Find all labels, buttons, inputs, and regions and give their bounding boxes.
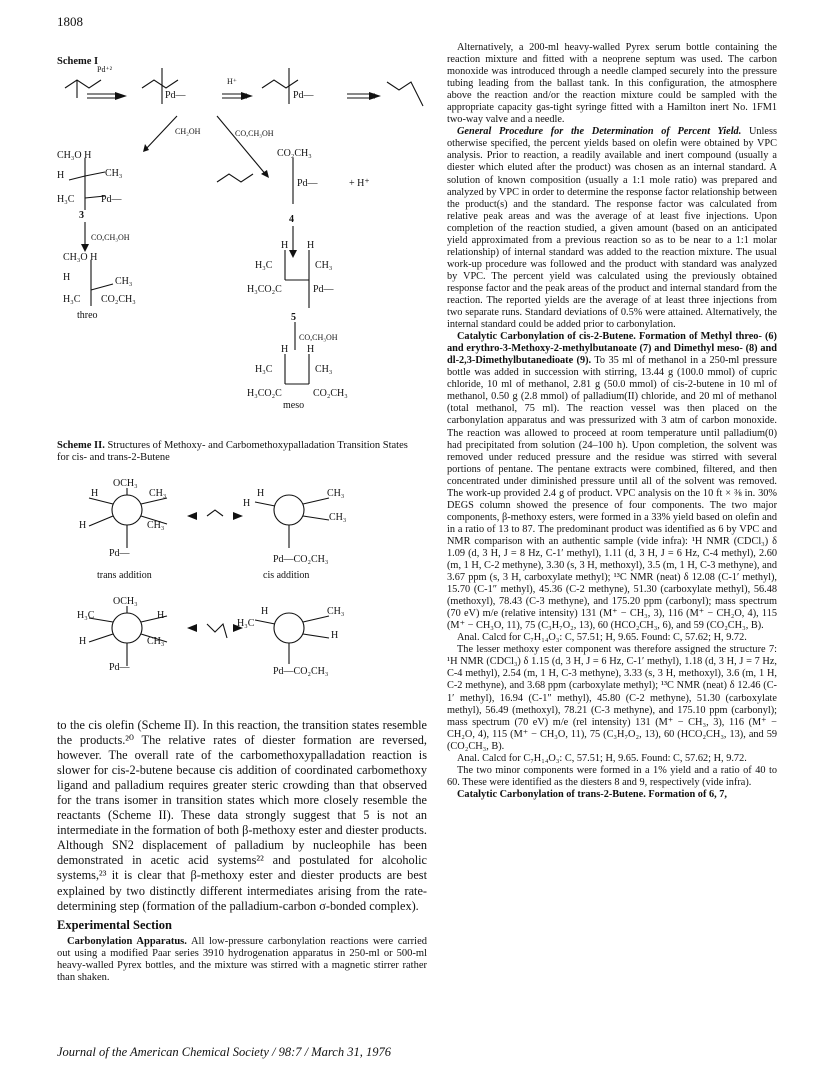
ch2oh-label: CH₂OH xyxy=(175,127,201,136)
pd-label-n3: Pd— xyxy=(109,662,130,673)
h-label-n3: H xyxy=(157,610,165,621)
co-ch3oh-label: CO,CH₃OH xyxy=(235,129,274,138)
scheme2-caption xyxy=(57,440,417,464)
co2ch3-label-meso: CO₂CH₃ xyxy=(313,388,348,399)
pd-label-3: Pd— xyxy=(101,194,122,205)
h-label-meso-a: H xyxy=(281,344,289,355)
trans-addition-label: trans addition xyxy=(97,570,152,581)
right-paragraph-3: To 35 ml of methanol in a 250-ml pressure bottle was added in succession with stirring, 13.44 g (100.0 mmol) of cupric chloride, 10 ml of methanol, 2.81 g (50.0 mmol) of cis-2-butene in 10 ml of methanol, 0.50 g (2.8 mmol) of palladium(II) chloride, and 20 ml of methanol (total methanol, 75 ml). The reaction vessel was then placed on the carbonylation apparatus and was pressurized with 3 atm of carbon monoxide. The reaction was allowed to proceed at room temperature until palladium(0) had precipitated from solution (24–100 h). Upon completion, the solvent was removed under reduced pressure and the residue was stirred with several portions of pentane. The pentane extracts were combined, filtered, and then concentrated under diminished pressure until all of the solvent was removed. The work-up provided 2.4 g of product. VPC analysis on the 10 ft × ⅜ in. 30% DEGS column showed the presence of four components. The two major components, β-methoxy esters, were formed in a 33% yield based on olefin and in a ratio of 13 to 87. The predominant product was identified as 6 by VPC and NMR comparison with an authentic sample (vide infra): ¹H NMR (CDCl₃) δ 1.09 (d, 3 H, J = 8 Hz, C-1′ methyl), 1.11 (d, 3 H, J = 6 Hz, C-4 methyl), 2.60 (m, 1 H, C-2 methyne), 3.30 (s, 3 H, methoxyl), 3.5 (m, 1 H, C-3 methyne), and 3.67 ppm (s, 3 H, carboxylate methyl); ¹³C NMR (neat) δ 12.08 (C-1′ methyl), 15.70 (C-1″ methyl), 45.36 (C-2 methyne), 51.30 (carboxylate methyl), 56.48 (methoxyl), 78.43 (C-3 methyne), and 175.20 ppm (carbonyl); mass spectrum (70 eV) m/e (relative intensity) 131 (M⁺ − CH₃, 3), 116 (M⁺ − CH₂O, 4), 115 (M⁺ − CH₃O, 11), 75 (C₃H₇O₂, 13), 60 (HCO₂CH₃, 6), and 59 (CO₂CH₃, B). xyxy=(447,355,777,632)
compound-3-number: 3 xyxy=(79,210,84,221)
h3c-label-threo: H₃C xyxy=(63,294,81,305)
ch3-label-n2b: CH₃ xyxy=(329,512,347,523)
h3c-label-n4: H₃C xyxy=(237,618,255,629)
ch3-label-threo: CH₃ xyxy=(115,276,133,287)
pd2-label: Pd⁺² xyxy=(97,65,113,74)
h3c-label-5: H₃C xyxy=(255,260,273,271)
och3-label-1: OCH₃ xyxy=(113,478,138,489)
scheme2-caption-text: Structures of Methoxy- and Carbomethoxypalladation Transition States for cis- and trans-2-Butene xyxy=(57,440,408,463)
right-column xyxy=(447,42,777,801)
hplus-top-label: H⁺ xyxy=(227,77,237,86)
h-label-3: H xyxy=(57,170,65,181)
scheme-drawing xyxy=(57,58,437,698)
co-ch3oh-label-2: CO,CH₃OH xyxy=(91,233,130,242)
threo-label: threo xyxy=(77,310,98,321)
h-label-n3b: H xyxy=(79,636,87,647)
ch3-label-5: CH₃ xyxy=(315,260,333,271)
ch3-label-n1b: CH₃ xyxy=(147,520,165,531)
left-body-paragraph: to the cis olefin (Scheme II). In this reaction, the transition states resemble the products.²⁰ The relative rates of diester formation are reversed, however. The overall rate of the carbomethoxypalladation reaction is slower for cis-2-butene because cis addition of coordinated carbomethoxy ligand and palladium requires greater steric crowding than that observed for the trans isomer in transition states which more closely resemble the reactants (Scheme II). These data strongly suggest that 5 is not an intermediate in the formation of both β-methoxy ester and diester products. Although SN2 displacement of palladium by nucleophile has been demonstrated in acetic acid systems²² and postulated for alcoholic systems,²³ it is clear that β-methoxy ester and diester products are best explained by two distinctly different intermediates arising from the rate-determining step (formation of the palladium-carbon σ-bonded complex). xyxy=(57,718,427,913)
hplus-label: + H⁺ xyxy=(349,178,370,189)
h3c-label-n3: H₃C xyxy=(77,610,95,621)
co2ch3-label-1: CO₂CH₃ xyxy=(277,148,312,159)
h-label-n2: H xyxy=(257,488,265,499)
h3c-label-3: H₃C xyxy=(57,194,75,205)
h-label-threo: H xyxy=(63,272,71,283)
scheme-figure xyxy=(57,58,437,698)
pd-co2ch3-label-2: Pd—CO₂CH₃ xyxy=(273,666,329,677)
co-ch3oh-label-3: CO,CH₃OH xyxy=(299,333,338,342)
h-label-5a: H xyxy=(281,240,289,251)
right-paragraph-6: Anal. Calcd for C₇H₁₄O₃: C, 57.51; H, 9.65. Found: C, 57.62; H, 9.72. xyxy=(457,752,747,764)
journal-issue: / 98:7 / March 31, 1976 xyxy=(268,1045,391,1059)
pd-label-5: Pd— xyxy=(313,284,334,295)
h-label-n4: H xyxy=(261,606,269,617)
apparatus-text: All low-pressure carbonylation reactions were carried out using a modified Paar series 3910 hydrogenation apparatus in 250-ml or 500-ml heavy-walled Pyrex bottles, and the mixture was stirred with a magnetic stirrer rather than shaken. xyxy=(57,936,428,984)
percent-yield-heading: General Procedure for the Determination of Percent Yield. xyxy=(457,126,742,138)
meso-label: meso xyxy=(283,400,305,411)
cis-addition-label: cis addition xyxy=(263,570,310,581)
h-label-n2b: H xyxy=(243,498,251,509)
ch3-label-n1: CH₃ xyxy=(149,488,167,499)
ch3o-h-label: CH₃O H xyxy=(57,150,92,161)
ch3-label-3: CH₃ xyxy=(105,168,123,179)
left-body-text xyxy=(57,718,427,914)
right-paragraph-2: Unless otherwise specified, the percent yields based on olefin were obtained by VPC analysis. Prior to reaction, a readily available and inert compound (usually a diester which eluted after the product) was chosen as an internal standard. A solution of known composition (usually a 1:1 mole ratio) was prepared and analyzed by VPC in order to determine the response factor relationship between the product(s) and the standard. The response factor was calculated from relative peak areas and was the average of at least five injections. Upon completion of the reaction studied, a given amount (based on an anticipated yield approximated from a previous reaction so as to be near to a 1:1 molar relationship) of internal standard was added to the reaction mixture. The usual work-up procedure was followed and the product with standard was analyzed by VPC. The percent yield was calculated using the previously obtained response factor and the peak areas of the product and internal standard from the reaction. The reported yields are the average of at least three injections from two separate runs. Standard deviations of 0.5% were attained. Alternatively, the internal standard could be added prior to carbonylation. xyxy=(447,126,777,331)
journal-name: Journal of the American Chemical Society xyxy=(57,1045,269,1059)
right-paragraph-7: The two minor components were formed in a 1% yield and a ratio of 40 to 60. These were identified as the diesters 8 and 9, respectively (vide infra). xyxy=(447,764,777,788)
trans-butene-heading: Catalytic Carbonylation of trans-2-Butene. Formation of 6, 7, xyxy=(457,788,727,800)
pd-label-4: Pd— xyxy=(297,178,318,189)
experimental-apparatus xyxy=(57,936,427,984)
compound-5-number: 5 xyxy=(291,312,296,323)
ch3-label-n3: CH₃ xyxy=(147,636,165,647)
ch3-label-n2: CH₃ xyxy=(327,488,345,499)
h-label-meso-b: H xyxy=(307,344,315,355)
h-label-5b: H xyxy=(307,240,315,251)
apparatus-heading: Carbonylation Apparatus. xyxy=(67,936,187,947)
ch3-label-meso: CH₃ xyxy=(315,364,333,375)
ch3o-h-label-2: CH₃O H xyxy=(63,252,98,263)
right-paragraph-5: The lesser methoxy ester component was therefore assigned the structure 7: ¹H NMR (CDCl₃) δ 1.15 (d, 3 H, J = 6 Hz, C-1′ methyl), 1.18 (d, 3 H, J = 7 Hz, C-4 methyl), 2.54 (m, 1 H, C-3 methyne), 3.33 (s, 3 H, methoxyl), 3.6 (m, 1 H, C-2 methyne), and 3.68 ppm (carboxylate methyl); ¹³C NMR (neat) δ 12.46 (C-1′ methyl), 16.94 (C-1″ methyl), 45.80 (C-2 methyne), 51.30 (carboxylate methyl), 56.49 (methoxyl), 78.21 (C-3 methyne), and 175.10 ppm (carbonyl); mass spectrum (70 eV) m/e (rel intensity) 131 (M⁺ − CH₃, 3), 116 (M⁺ − CH₂O, 4), 115 (M⁺ − CH₃O, 11), 75 (C₃H₇O₂, 13), 60 (HCO₂CH₃, 13), and 59 (CO₂CH₃, B). xyxy=(447,644,777,752)
h3co2c-label-meso: H₃CO₂C xyxy=(247,388,282,399)
h3co2c-label-5: H₃CO₂C xyxy=(247,284,282,295)
cis-butene-heading: Catalytic Carbonylation of cis-2-Butene. Formation of Methyl threo- (6) and erythro-3-Methoxy-2-methylbutanoate (7) and Dimethyl meso- (8) and dl-2,3-Dimethylbutanedioate (9). xyxy=(447,331,777,367)
journal-footer xyxy=(57,1045,391,1060)
pd-label-2: Pd— xyxy=(293,90,314,101)
right-paragraph-1: Alternatively, a 200-ml heavy-walled Pyrex serum bottle containing the reaction mixture and fitted with a neoprene septum was used. The carbon monoxide was introduced through a needle clamped securely into the pressure tubing leading from the ballast tank. In this configuration, the atmosphere above the reaction and/or the reaction mixture could be sampled with the appropriate capacity gas-tight syringe fitted with a Hamilton inert No. 1FM1 two-way valve and a needle. xyxy=(447,42,777,126)
right-paragraph-4: Anal. Calcd for C₇H₁₄O₃: C, 57.51; H, 9.65. Found: C, 57.62; H, 9.72. xyxy=(457,632,747,644)
pd-label-n1: Pd— xyxy=(109,548,130,559)
scheme1-label: Scheme I xyxy=(57,56,99,67)
h3c-label-meso: H₃C xyxy=(255,364,273,375)
h-label-n1: H xyxy=(91,488,99,499)
page-number: 1808 xyxy=(57,14,83,29)
pd-label-1: Pd— xyxy=(165,90,186,101)
h-label-n4b: H xyxy=(331,630,339,641)
pd-co2ch3-label-1: Pd—CO₂CH₃ xyxy=(273,554,329,565)
ch3-label-n4: CH₃ xyxy=(327,606,345,617)
h-label-n1b: H xyxy=(79,520,87,531)
co2ch3-label-threo: CO₂CH₃ xyxy=(101,294,136,305)
scheme2-caption-label: Scheme II. xyxy=(57,440,105,451)
och3-label-2: OCH₃ xyxy=(113,596,138,607)
experimental-section-title: Experimental Section xyxy=(57,918,172,932)
compound-4-number: 4 xyxy=(289,214,294,225)
